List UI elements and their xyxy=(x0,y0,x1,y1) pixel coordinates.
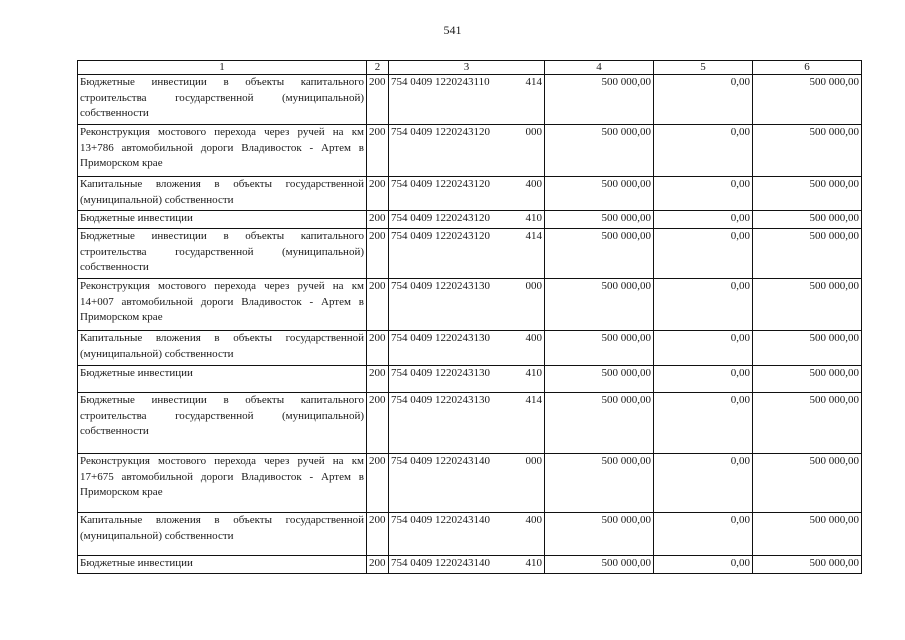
row-vr: 400 xyxy=(525,178,542,190)
row-col-6: 500 000,00 xyxy=(753,229,862,279)
row-col-6: 500 000,00 xyxy=(753,75,862,125)
row-col-4: 500 000,00 xyxy=(545,229,654,279)
row-code: 754 0409 1220243120 xyxy=(391,126,490,138)
header-col-5: 5 xyxy=(654,61,753,75)
row-vr: 400 xyxy=(525,514,542,526)
row-col-4: 500 000,00 xyxy=(545,279,654,331)
row-col-3 xyxy=(389,125,545,177)
row-col-3 xyxy=(389,331,545,366)
row-code: 754 0409 1220243130 xyxy=(391,332,490,344)
row-name: Бюджетные инвестиции в объекты капитального строительства государственной (муниципальной) собственности xyxy=(78,393,367,454)
row-col-6: 500 000,00 xyxy=(753,211,862,229)
table-row xyxy=(78,211,862,229)
row-col-4: 500 000,00 xyxy=(545,331,654,366)
row-col-2: 200 xyxy=(367,75,389,125)
row-col-3 xyxy=(389,75,545,125)
row-col-4: 500 000,00 xyxy=(545,177,654,211)
header-col-6: 6 xyxy=(753,61,862,75)
row-vr: 414 xyxy=(525,76,542,88)
row-name: Капитальные вложения в объекты государственной (муниципальной) собственности xyxy=(78,177,367,211)
row-col-6: 500 000,00 xyxy=(753,393,862,454)
row-col-3 xyxy=(389,513,545,556)
row-name: Бюджетные инвестиции в объекты капитального строительства государственной (муниципальной) собственности xyxy=(78,75,367,125)
row-vr: 410 xyxy=(525,212,542,224)
row-col-4: 500 000,00 xyxy=(545,393,654,454)
table-row xyxy=(78,331,862,366)
row-vr: 000 xyxy=(525,126,542,138)
row-code: 754 0409 1220243140 xyxy=(391,455,490,467)
row-code: 754 0409 1220243130 xyxy=(391,394,490,406)
row-name: Реконструкция мостового перехода через ручей на км 13+786 автомобильной дороги Владивосток - Артем в Приморском крае xyxy=(78,125,367,177)
row-col-3 xyxy=(389,211,545,229)
row-code: 754 0409 1220243130 xyxy=(391,280,490,292)
row-col-5: 0,00 xyxy=(654,75,753,125)
row-col-3 xyxy=(389,279,545,331)
row-name: Бюджетные инвестиции xyxy=(78,366,367,393)
row-vr: 414 xyxy=(525,394,542,406)
row-col-5: 0,00 xyxy=(654,556,753,574)
row-col-5: 0,00 xyxy=(654,513,753,556)
row-col-5: 0,00 xyxy=(654,393,753,454)
row-col-6: 500 000,00 xyxy=(753,556,862,574)
row-vr: 400 xyxy=(525,332,542,344)
row-name: Реконструкция мостового перехода через ручей на км 17+675 автомобильной дороги Владивосток - Артем в Приморском крае xyxy=(78,454,367,513)
row-col-4: 500 000,00 xyxy=(545,211,654,229)
table-row xyxy=(78,75,862,125)
row-col-2: 200 xyxy=(367,211,389,229)
table-row xyxy=(78,366,862,393)
row-col-6: 500 000,00 xyxy=(753,125,862,177)
row-vr: 000 xyxy=(525,455,542,467)
row-name: Капитальные вложения в объекты государственной (муниципальной) собственности xyxy=(78,331,367,366)
row-col-2: 200 xyxy=(367,177,389,211)
row-vr: 000 xyxy=(525,280,542,292)
row-code: 754 0409 1220243110 xyxy=(391,76,490,88)
row-col-5: 0,00 xyxy=(654,454,753,513)
row-col-5: 0,00 xyxy=(654,331,753,366)
row-col-3 xyxy=(389,454,545,513)
row-code: 754 0409 1220243130 xyxy=(391,367,490,379)
row-col-6: 500 000,00 xyxy=(753,331,862,366)
row-code: 754 0409 1220243120 xyxy=(391,212,490,224)
row-col-4: 500 000,00 xyxy=(545,125,654,177)
row-col-6: 500 000,00 xyxy=(753,513,862,556)
table-row xyxy=(78,556,862,574)
row-col-4: 500 000,00 xyxy=(545,556,654,574)
row-col-2: 200 xyxy=(367,513,389,556)
table-row xyxy=(78,229,862,279)
row-col-4: 500 000,00 xyxy=(545,513,654,556)
table-row xyxy=(78,513,862,556)
row-vr: 414 xyxy=(525,230,542,242)
table-row xyxy=(78,177,862,211)
row-col-2: 200 xyxy=(367,331,389,366)
row-vr: 410 xyxy=(525,557,542,569)
row-code: 754 0409 1220243140 xyxy=(391,514,490,526)
row-col-5: 0,00 xyxy=(654,229,753,279)
table-row xyxy=(78,393,862,454)
row-name: Реконструкция мостового перехода через ручей на км 14+007 автомобильной дороги Владивосток - Артем в Приморском крае xyxy=(78,279,367,331)
row-col-2: 200 xyxy=(367,229,389,279)
row-col-4: 500 000,00 xyxy=(545,366,654,393)
row-col-2: 200 xyxy=(367,125,389,177)
row-col-3 xyxy=(389,229,545,279)
row-col-4: 500 000,00 xyxy=(545,75,654,125)
row-col-2: 200 xyxy=(367,279,389,331)
row-col-3 xyxy=(389,393,545,454)
row-code: 754 0409 1220243120 xyxy=(391,178,490,190)
row-col-6: 500 000,00 xyxy=(753,454,862,513)
row-col-2: 200 xyxy=(367,454,389,513)
row-col-6: 500 000,00 xyxy=(753,177,862,211)
header-col-2: 2 xyxy=(367,61,389,75)
table-row xyxy=(78,454,862,513)
row-name: Капитальные вложения в объекты государственной (муниципальной) собственности xyxy=(78,513,367,556)
header-col-4: 4 xyxy=(545,61,654,75)
row-name: Бюджетные инвестиции в объекты капитального строительства государственной (муниципальной) собственности xyxy=(78,229,367,279)
table-row xyxy=(78,279,862,331)
row-col-3 xyxy=(389,177,545,211)
row-col-2: 200 xyxy=(367,366,389,393)
row-col-6: 500 000,00 xyxy=(753,366,862,393)
row-col-5: 0,00 xyxy=(654,279,753,331)
row-col-5: 0,00 xyxy=(654,125,753,177)
table-row xyxy=(78,125,862,177)
row-col-5: 0,00 xyxy=(654,177,753,211)
row-name: Бюджетные инвестиции xyxy=(78,556,367,574)
page-number: 541 xyxy=(443,23,462,37)
header-col-3: 3 xyxy=(389,61,545,75)
header-row xyxy=(78,61,862,75)
row-col-6: 500 000,00 xyxy=(753,279,862,331)
row-col-3 xyxy=(389,366,545,393)
budget-table xyxy=(77,60,862,574)
row-col-2: 200 xyxy=(367,393,389,454)
row-name: Бюджетные инвестиции xyxy=(78,211,367,229)
row-col-5: 0,00 xyxy=(654,211,753,229)
header-col-1: 1 xyxy=(78,61,367,75)
row-col-4: 500 000,00 xyxy=(545,454,654,513)
row-col-3 xyxy=(389,556,545,574)
row-code: 754 0409 1220243120 xyxy=(391,230,490,242)
row-col-2: 200 xyxy=(367,556,389,574)
row-col-5: 0,00 xyxy=(654,366,753,393)
row-vr: 410 xyxy=(525,367,542,379)
row-code: 754 0409 1220243140 xyxy=(391,557,490,569)
